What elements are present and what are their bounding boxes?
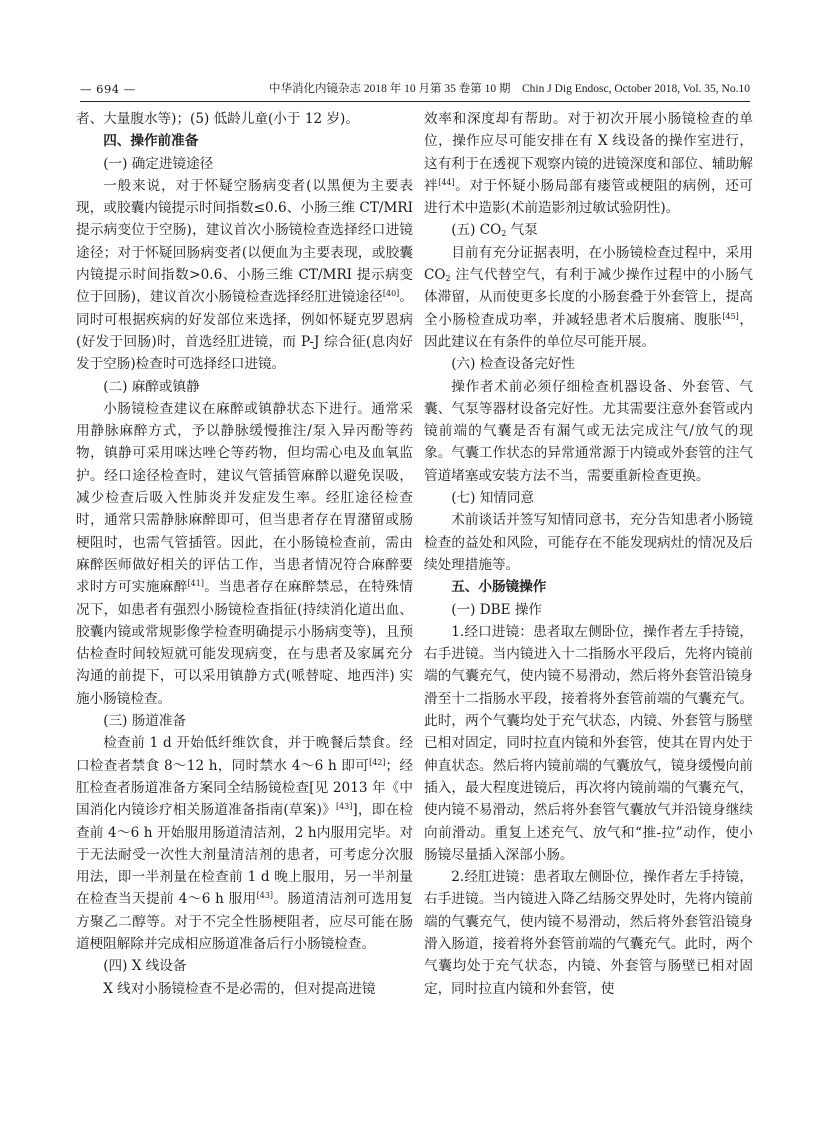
subsection-heading: (三) 肠道准备 [103, 713, 187, 730]
citation: [41] [187, 579, 204, 589]
subsection-heading: (六) 检查设备完好性 [451, 356, 575, 373]
paragraph: 术前谈话并签写知情同意书，充分告知患者小肠镜检查的益处和风险，可能存在不能发现病灶的情况及后续处理措施等。 [424, 512, 753, 573]
subsection-heading: (五) $CO_2$ 气泵 [451, 222, 538, 239]
journal-citation: 中华消化内镜杂志 2018 年 10 月第 35 卷第 10 期 Chin J Dig Endosc, October 2018, Vol. 35, No.10 [269, 83, 750, 95]
subsection-heading: (一) 确定进镜途径 [103, 155, 214, 172]
right-column [424, 108, 753, 1000]
subsection-heading: (二) 麻醉或镇静 [103, 378, 200, 395]
paragraph: 一般来说，对于怀疑空肠病变者(以黑便为主要表现，或胶囊内镜提示时间指数≤0.6、小肠三维 CT/MRI 提示病变位于空肠)，建议首次小肠镜检查选择经口进镜途径；对于怀疑回肠病变者(以便血为主要表现，或胶囊内镜提示时间指数>0.6、小肠三维 CT/MRI 提示病变位于回肠)，建议首次小肠镜检查选择经肛进镜途径[40]。同时可根据疾病的好发部位来选择，例如怀疑克罗恩病(好发于回肠)时，首选经肛进镜，而 P-J 综合征(息肉好发于空肠)检查时可选择经口进镜。 [76, 177, 413, 373]
citation: [43] [256, 891, 274, 901]
subsection-heading: (七) 知情同意 [451, 490, 535, 507]
paragraph: 操作者术前必须仔细检查机器设备、外套管、气囊、气泵等器材设备完好性。尤其需要注意外套管或内镜前端的气囊是否有漏气或无法完成注气/放气的现象。气囊工作状态的异常通常源于内镜或外套管的注气管道堵塞或安装方法不当，需要重新检查更换。 [424, 378, 753, 484]
running-header [80, 79, 750, 99]
paragraph: 小肠镜检查建议在麻醉或镇静状态下进行。通常采用静脉麻醉方式，予以静脉缓慢推注/泵入异丙酚等药物，镇静可采用咪达唑仑等药物，但均需心电及血氧监护。经口途径检查时，建议气管插管麻醉以避免误吸，减少检查后吸入性肺炎并发症发生率。经肛途径检查时，通常只需静脉麻醉即可，但当患者存在胃潴留或肠梗阻时，也需气管插管。因此，在小肠镜检查前，需由麻醉医师做好相关的评估工作，当患者情况符合麻醉要求时方可实施麻醉[41]。当患者存在麻醉禁忌，在特殊情况下，如患者有强烈小肠镜检查指征(持续消化道出血、胶囊内镜或常规影像学检查明确提示小肠病变等)，且预估检查时间较短就可能发现病变，在与患者及家属充分沟通的前提下，可以采用镇静方式(哌替啶、地西泮) 实施小肠镜检查。 [76, 400, 414, 707]
section-heading: 五、小肠镜操作 [451, 579, 547, 596]
citation: [40] [382, 289, 400, 299]
citation: [42] [369, 757, 386, 767]
header-rule [80, 101, 750, 102]
left-column [76, 108, 413, 1000]
paragraph: 效率和深度却有帮助。对于初次开展小肠镜检查的单位，操作应尽可能安排在有 X 线设备的操作室进行，这有利于在透视下观察内镜的进镜深度和部位、辅助解袢[44]。对于怀疑小肠局部有瘘管或梗阻的病例，还可进行术中造影(术前造影剂过敏试验阴性)。 [424, 111, 754, 217]
paragraph: 2.经肛进镜：患者取左侧卧位，操作者左手持镜，右手进镜。当内镜进入降乙结肠交界处时，先将内镜前端的气囊充气，使内镜不易滑动，然后将外套管沿镜身滑入肠道，接着将外套管前端的气囊充气。此时，两个气囊均处于充气状态，内镜、外套管与肠壁已相对固定，同时拉直内镜和外套管，使 [424, 869, 753, 997]
page-number: — 694 — [80, 82, 136, 96]
paragraph: 目前有充分证据表明，在小肠镜检查过程中，采用 $CO_2$ 注气代替空气，有利于减少操作过程中的小肠气体滞留，从而使更多长度的小肠套叠于外套管上，提高全小肠检查成功率，并减轻患者术后腹痛、腹胀[45]，因此建议在有条件的单位尽可能开展。 [424, 244, 754, 350]
paragraph: X 线对小肠镜检查不是必需的，但对提高进镜 [103, 980, 376, 997]
paragraph: 检查前 1 d 开始低纤维饮食，并于晚餐后禁食。经口检查者禁食 8～12 h，同时禁水 4～6 h 即可[42]；经肛检查者肠道准备方案同全结肠镜检查[见 2013 年《中国消化内镜诊疗相关肠道准备指南(草案)》[43]]，即在检查前 4～6 h 开始服用肠道清洁剂，2 h内服用完毕。对于无法耐受一次性大剂量清洁剂的患者，可考虑分次服用法，即一半剂量在检查前 1 d 晚上服用，另一半剂量在检查当天提前 4～6 h 服用[43]。肠道清洁剂可选用复方聚乙二醇等。对于不完全性肠梗阻者，应尽可能在肠道梗阻解除并完成相应肠道准备后行小肠镜检查。 [76, 735, 414, 952]
subsection-heading: (四) X 线设备 [103, 958, 187, 975]
citation: [45] [722, 311, 739, 321]
paragraph: 者、大量腹水等)；(5) 低龄儿童(小于 12 岁)。 [76, 111, 359, 127]
citation: [44] [438, 177, 455, 187]
paragraph: 1.经口进镜：患者取左侧卧位，操作者左手持镜，右手进镜。当内镜进入十二指肠水平段后，先将内镜前端的气囊充气，使内镜不易滑动，然后将外套管沿镜身滑至十二指肠水平段，接着将外套管前端的气囊充气。此时，两个气囊均处于充气状态，内镜、外套管与肠壁已相对固定，同时拉直内镜和外套管，使其在胃内处于伸直状态。然后将内镜前端的气囊放气，镜身缓慢向前插入，最大程度进镜后，再次将内镜前端的气囊充气，使内镜不易滑动，然后将外套管气囊放气并沿镜身继续向前滑动。重复上述充气、放气和“推-拉”动作，使小肠镜尽量插入深部小肠。 [424, 623, 753, 863]
subsection-heading: (一) DBE 操作 [451, 601, 543, 618]
citation: [43] [335, 802, 353, 812]
section-heading: 四、操作前准备 [103, 133, 199, 150]
